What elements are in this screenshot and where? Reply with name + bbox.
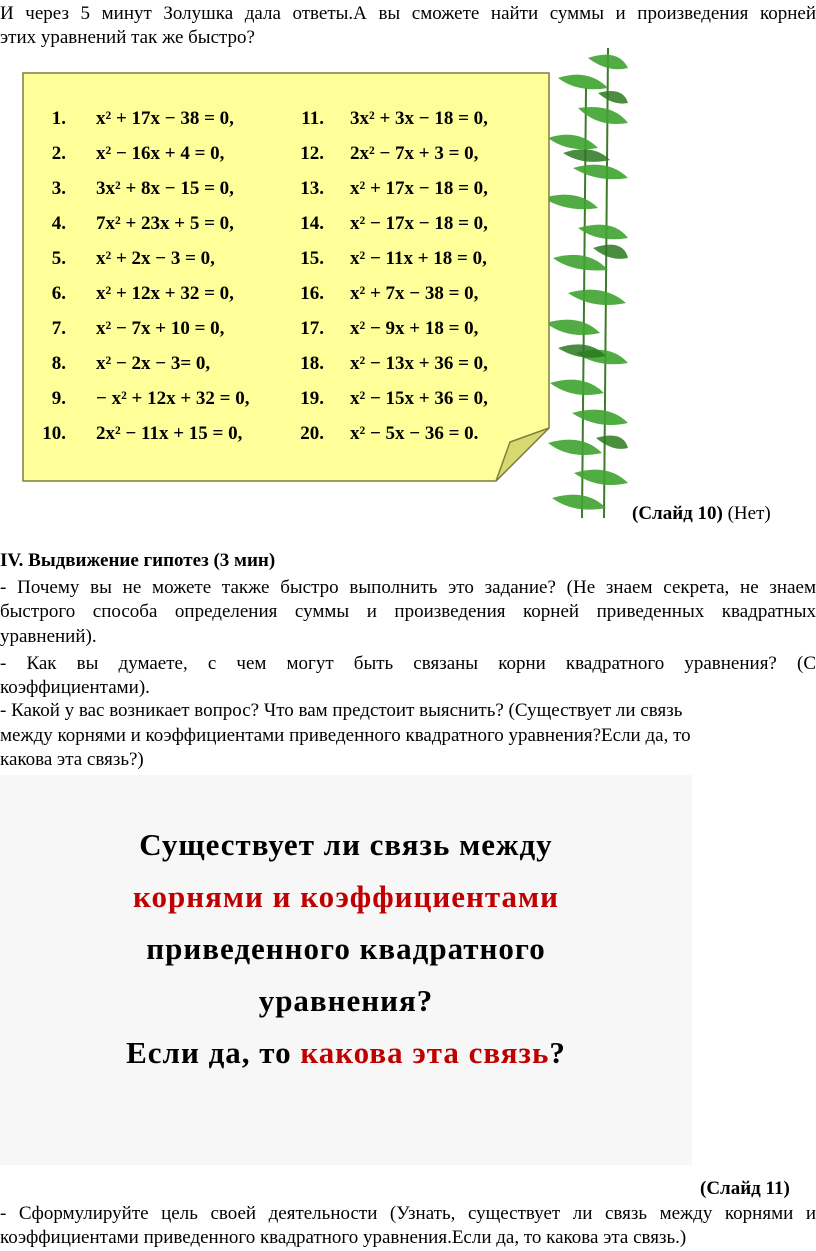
slide-line-5-start: Если да, то: [126, 1035, 301, 1070]
equation-text: x² − 5x − 36 = 0.: [350, 423, 479, 444]
goal-line-2: коэффициентами приведенного квадратного уравнения.Если да, то какова эта связь.): [0, 1227, 687, 1248]
question-1-line-3: уравнений).: [0, 626, 97, 647]
equation-number: 5.: [51, 248, 66, 269]
slide-10-answer: (Нет): [722, 503, 771, 524]
equation-text: x² − 7x + 10 = 0,: [96, 318, 225, 339]
equation-text: x² + 12x + 32 = 0,: [96, 283, 234, 304]
equation-number: 10.: [42, 423, 66, 444]
equation-text: x² + 2x − 3 = 0,: [96, 248, 215, 269]
question-3-line-1: - Какой у вас возникает вопрос? Что вам предстоит выяснить? (Существует ли связь: [0, 700, 683, 721]
slide-11-caption: (Слайд 11): [700, 1178, 790, 1199]
equation-text: − x² + 12x + 32 = 0,: [96, 388, 250, 409]
equation-text: 3x² + 3x − 18 = 0,: [350, 108, 488, 129]
equation-number: 17.: [300, 318, 324, 339]
equation-number: 4.: [51, 213, 66, 234]
intro-line-2: этих уравнений так же быстро?: [0, 27, 255, 48]
slide-line-1: Существует ли связь между: [139, 827, 553, 862]
equation-number: 8.: [51, 353, 66, 374]
equation-number: 20.: [300, 423, 324, 444]
equation-number: 2.: [51, 143, 66, 164]
equation-text: x² + 7x − 38 = 0,: [350, 283, 479, 304]
slide-line-5-end: ?: [549, 1035, 566, 1070]
equation-number: 3.: [51, 178, 66, 199]
intro-line-1: И через 5 минут Золушка дала ответы.А вы сможете найти суммы и произведения корней: [0, 3, 816, 24]
equation-number: 1.: [51, 108, 66, 129]
equation-number: 15.: [300, 248, 324, 269]
equation-number: 6.: [51, 283, 66, 304]
equation-text: x² − 9x + 18 = 0,: [350, 318, 479, 339]
sticky-note: [22, 72, 550, 482]
equation-text: x² − 2x − 3= 0,: [96, 353, 211, 374]
equation-number: 13.: [300, 178, 324, 199]
equation-text: 7x² + 23x + 5 = 0,: [96, 213, 234, 234]
question-3-line-3: какова эта связь?): [0, 749, 144, 770]
slide-line-4: уравнения?: [258, 983, 434, 1018]
slide-line-2: корнями и коэффициентами: [133, 879, 559, 914]
equation-number: 9.: [51, 388, 66, 409]
equation-number: 11.: [301, 108, 324, 129]
equation-text: 2x² − 7x + 3 = 0,: [350, 143, 479, 164]
slide-line-3: приведенного квадратного: [146, 931, 546, 966]
slide-line-5-highlight: какова эта связь: [300, 1035, 550, 1070]
question-2-line-1: - Как вы думаете, с чем могут быть связаны корни квадратного уравнения? (С: [0, 653, 816, 674]
equation-number: 12.: [300, 143, 324, 164]
bamboo-image: [538, 48, 628, 518]
section-heading: IV. Выдвижение гипотез (3 мин): [0, 550, 276, 571]
equation-number: 19.: [300, 388, 324, 409]
question-1-line-1: - Почему вы не можете также быстро выполнить это задание? (Не знаем секрета, не знаем: [0, 577, 816, 598]
equation-text: x² − 13x + 36 = 0,: [350, 353, 488, 374]
question-3-line-2: между корнями и коэффициентами приведенного квадратного уравнения?Если да, то: [0, 725, 691, 746]
slide-10-label: (Слайд 10): [632, 503, 723, 524]
slide-line-5: [0, 1035, 692, 1071]
equation-number: 16.: [300, 283, 324, 304]
question-1-line-2: быстрого способа определения суммы и произведения корней приведенных квадратных: [0, 601, 816, 622]
equation-text: x² − 17x − 18 = 0,: [350, 213, 488, 234]
equation-number: 14.: [300, 213, 324, 234]
equation-number: 7.: [51, 318, 66, 339]
equation-text: x² − 16x + 4 = 0,: [96, 143, 225, 164]
equation-text: x² + 17x − 38 = 0,: [96, 108, 234, 129]
equation-text: x² − 15x + 36 = 0,: [350, 388, 488, 409]
goal-line-1: - Сформулируйте цель своей деятельности (Узнать, существует ли связь между корнями и: [0, 1203, 816, 1224]
question-2-line-2: коэффициентами).: [0, 677, 150, 698]
equation-text: 2x² − 11x + 15 = 0,: [96, 423, 243, 444]
slide-11-image: [0, 775, 692, 1165]
equation-text: x² − 11x + 18 = 0,: [350, 248, 487, 269]
equation-number: 18.: [300, 353, 324, 374]
equation-text: x² + 17x − 18 = 0,: [350, 178, 488, 199]
slide-10-caption: [632, 503, 771, 525]
equation-text: 3x² + 8x − 15 = 0,: [96, 178, 234, 199]
